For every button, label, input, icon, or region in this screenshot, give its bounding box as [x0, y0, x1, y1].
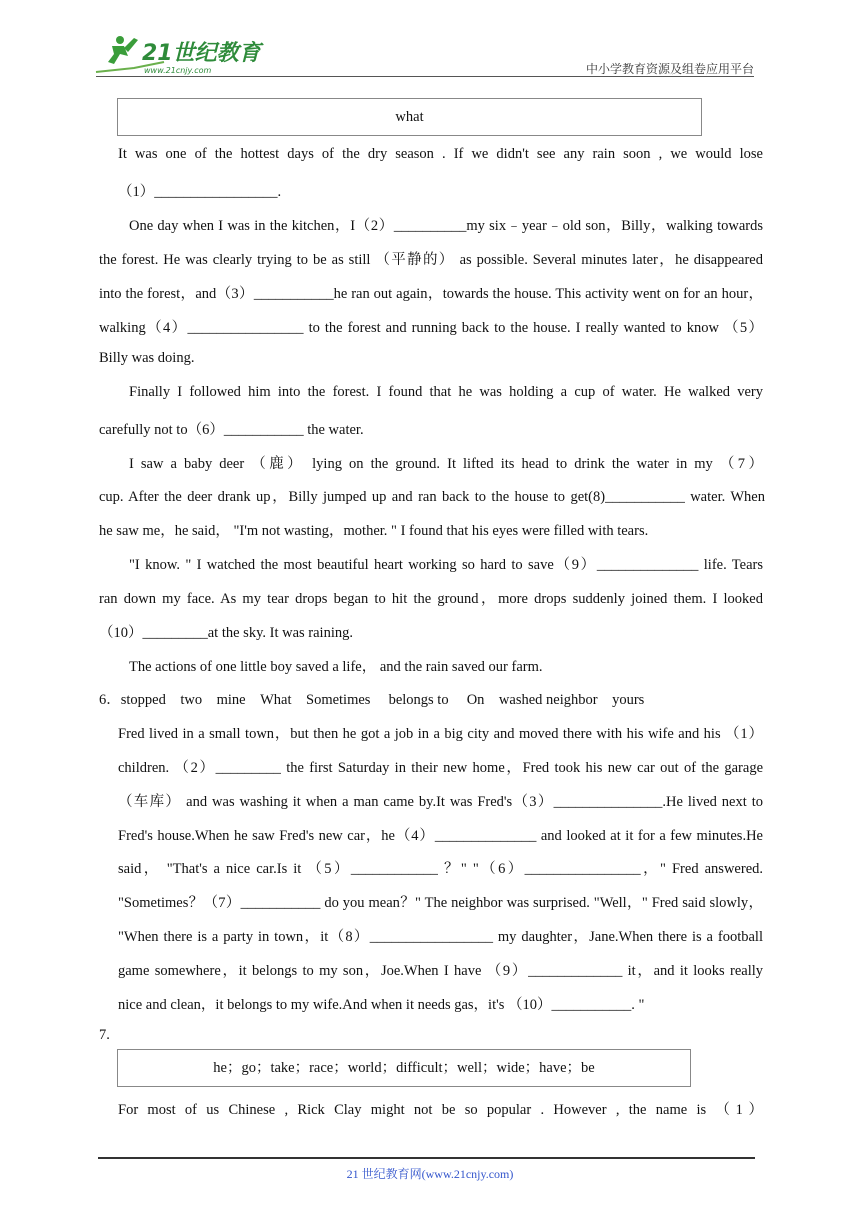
q7-line-1: For most of us Chinese , Rick Clay might not be so popular . However , the name is （1） [118, 1102, 763, 1118]
q6-line-1: Fred lived in a small town，but then he got a job in a big city and moved there with his wife and his （1） [118, 726, 763, 742]
q6-line-2: children. （2）_________ the first Saturday in their new home，Fred took his new car out of the garage [118, 760, 763, 776]
logo [94, 32, 264, 78]
q7-number: 7. [99, 1027, 110, 1043]
footer-text: 21 世纪教育网(www.21cnjy.com) [346, 1167, 514, 1181]
q5-line-6: walking（4）________________ to the forest and running back to the house. I really wanted to know （5） [99, 320, 763, 336]
q5-line-12: he saw me，he said， "I'm not wasting，mother. " I found that his eyes were filled with tears. [99, 523, 649, 539]
page-header [0, 0, 860, 80]
q5-line-14: ran down my face. As my tear drops began to hit the ground，more drops suddenly joined them. I looked [99, 591, 763, 607]
q6-line-6: "Sometimes？（7）___________ do you mean？" The neighbor was surprised. "Well，" Fred said slowly， [118, 895, 763, 911]
runner-logo-icon [94, 32, 264, 78]
q6-line-7: "When there is a party in town，it（8）_________________ my daughter，Jane.When there is a football [118, 929, 763, 945]
logo-url: www.21cnjy.com [144, 66, 212, 75]
q6-word-list: 6．stopped two mine What Sometimes belongs to On washed neighbor yours [99, 692, 645, 708]
q5-line-7: Billy was doing. [99, 350, 195, 366]
q5-line-15: （10）_________at the sky. It was raining. [99, 625, 353, 641]
q6-line-4: Fred's house.When he saw Fred's new car，he（4）______________ and looked at it for a few minutes.He [118, 828, 763, 844]
q5-line-11: cup. After the deer drank up，Billy jumped up and ran back to the house to get(8)___________ water. When [99, 489, 765, 505]
q5-line-4: the forest. He was clearly trying to be as still （平静的） as possible. Several minutes later，he disappeared [99, 252, 763, 268]
header-divider [96, 76, 754, 77]
svg-text:21世纪教育: 21世纪教育 [142, 41, 261, 66]
platform-name: 中小学教育资源及组卷应用平台 [585, 62, 754, 76]
q5-line-2: （1）_________________. [118, 184, 282, 200]
q6-line-8: game somewhere，it belongs to my son，Joe.When I have （9）_____________ it，and it looks really [118, 963, 763, 979]
q5-line-16: The actions of one little boy saved a life， and the rain saved our farm. [129, 659, 543, 675]
q5-line-13: "I know. " I watched the most beautiful heart working so hard to save（9）______________ life. Tears [129, 557, 763, 573]
q5-line-3: One day when I was in the kitchen，I（2）__________my six﹣year﹣old son，Billy，walking towards [129, 218, 763, 234]
q5-line-8: Finally I followed him into the forest. I found that he was holding a cup of water. He walked very [129, 384, 763, 400]
q5-line-1: It was one of the hottest days of the dry season . If we didn't see any rain soon , we would lose [118, 146, 763, 162]
q5-line-10: I saw a baby deer （鹿） lying on the ground. It lifted its head to drink the water in my （7） [129, 456, 763, 472]
footer-divider [98, 1157, 755, 1159]
word-box-q7: he；go；take；race；world；difficult；well；wide；have；be [117, 1049, 691, 1087]
q6-line-5: said， "That's a nice car.Is it （5）____________ ？" "（6）________________，" Fred answered. [118, 861, 763, 877]
q5-line-5: into the forest，and（3）___________he ran out again，towards the house. This activity went on for an hour， [99, 286, 763, 302]
q6-line-3: （车库） and was washing it when a man came by.It was Fred's（3）_______________.He lived next to [118, 794, 763, 810]
q6-line-9: nice and clean，it belongs to my wife.And when it needs gas，it's （10）___________. " [118, 997, 645, 1013]
word-box-q5: what [117, 98, 702, 136]
q5-line-9: carefully not to（6）___________ the water. [99, 422, 364, 438]
